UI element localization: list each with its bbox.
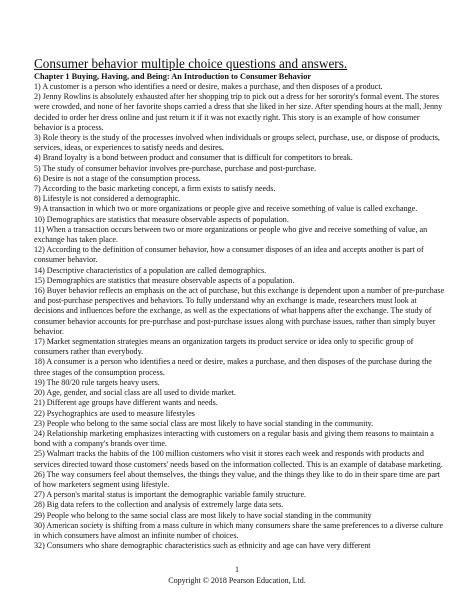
list-item: 29) People who belong to the same social class are most likely to have social standing in the community: [34, 510, 372, 520]
list-item: 25) Walmart tracks the habits of the 100 million customers who visit it stores each week and responds with products and services directed toward those customers' needs based on the information collected. This is an example of database marketing.: [34, 449, 443, 469]
list-item: 21) Different age groups have different wants and needs.: [34, 398, 218, 408]
list-item: 32) Consumers who share demographic characteristics such as ethnicity and age can have very different: [34, 541, 371, 551]
list-item: 2) Jenny Rowlins is absolutely exhausted after her shopping trip to pick out a dress for her sorority's formal event. The stores were crowded, and none of her favorite shops carried a dress that she liked in her size. After spending hours at the mall, Jenny decided to order her dress online and just return it if it was not exactly right. This story is an example of how consumer behavior is a process.: [34, 92, 443, 132]
list-item: 6) Desire is not a stage of the consumption process.: [34, 173, 201, 183]
list-item: 5) The study of consumer behavior involves pre-purchase, purchase and post-purchase.: [34, 163, 317, 173]
list-item: 14) Descriptive characteristics of a population are called demographics.: [34, 265, 267, 275]
list-item: 16) Buyer behavior reflects an emphasis on the act of purchase, but this exchange is dependent upon a number of pre-purchase and post-purchase perspectives and behaviors. To fully understand why an exchange is made, researchers must look at decisions and influences before the exchange, as well as the expectations of what happens after the exchange. The study of consumer behavior accounts for pre-purchase and post-purchase issues along with purchase issues, rather than simply buyer behavior.: [34, 286, 445, 336]
list-item: 3) Role theory is the study of the processes involved when individuals or groups select, purchase, use, or dispose of products, services, ideas, or experiences to satisfy needs and desires.: [34, 133, 440, 153]
list-item: 4) Brand loyalty is a bond between product and consumer that is difficult for competitors to break.: [34, 153, 353, 163]
list-item: 30) American society is shifting from a mass culture in which many consumers share the same preferences to a diverse culture in which consumers have almost an infinite number of choices.: [34, 520, 444, 540]
list-item: 18) A consumer is a person who identifies a need or desire, makes a purchase, and then disposes of the purchase during the three stages of the consumption process.: [34, 357, 432, 377]
list-item: 15) Demographics are statistics that measure observable aspects of a population.: [34, 275, 295, 285]
list-item: 10) Demographics are statistics that measure observable aspects of population.: [34, 214, 289, 224]
copyright-notice: Copyright © 2018 Pearson Education, Ltd.: [168, 576, 306, 585]
question-list: [34, 82, 446, 551]
chapter-heading: Chapter 1 Buying, Having, and Being: An Introduction to Consumer Behavior: [34, 72, 312, 81]
page-number: 1: [235, 565, 239, 574]
list-item: 28) Big data refers to the collection and analysis of extremely large data sets.: [34, 500, 284, 510]
list-item: 22) Psychographics are used to measure lifestyles: [34, 408, 195, 418]
document-title: Consumer behavior multiple choice questions and answers.: [34, 56, 348, 71]
list-item: 17) Market segmentation strategies means an organization targets its product service or idea only to specific group of consumers rather than everybody.: [34, 337, 414, 357]
list-item: 27) A person's marital status is important the demographic variable family structure.: [34, 490, 307, 500]
list-item: 8) Lifestyle is not considered a demographic.: [34, 194, 181, 204]
list-item: 9) A transaction in which two or more organizations or people give and receive something of value is called exchange.: [34, 204, 418, 214]
page-content: [34, 56, 446, 551]
list-item: 26) The way consumers feel about themselves, the things they value, and the things they like to do in their spare time are part of how marketers segment using lifestyle.: [34, 469, 440, 489]
list-item: 7) According to the basic marketing concept, a firm exists to satisfy needs.: [34, 184, 276, 194]
list-item: 19) The 80/20 rule targets heavy users.: [34, 377, 160, 387]
list-item: 11) When a transaction occurs between two or more organizations or people who give and receive something of value, an exchange has taken place.: [34, 224, 428, 245]
list-item: 20) Age, gender, and social class are all used to divide market.: [34, 388, 236, 398]
list-item: 24) Relationship marketing emphasizes interacting with customers on a regular basis and giving them reasons to maintain a bond with a company's brands over time.: [34, 428, 434, 449]
list-item: 1) A customer is a person who identifies a need or desire, makes a purchase, and then disposes of a product.: [34, 82, 383, 91]
list-item: 23) People who belong to the same social class are most likely to have social standing in the community.: [34, 418, 374, 428]
list-item: 12) According to the definition of consumer behavior, how a consumer disposes of an idea and accepts another is part of consumer behavior.: [34, 245, 424, 265]
